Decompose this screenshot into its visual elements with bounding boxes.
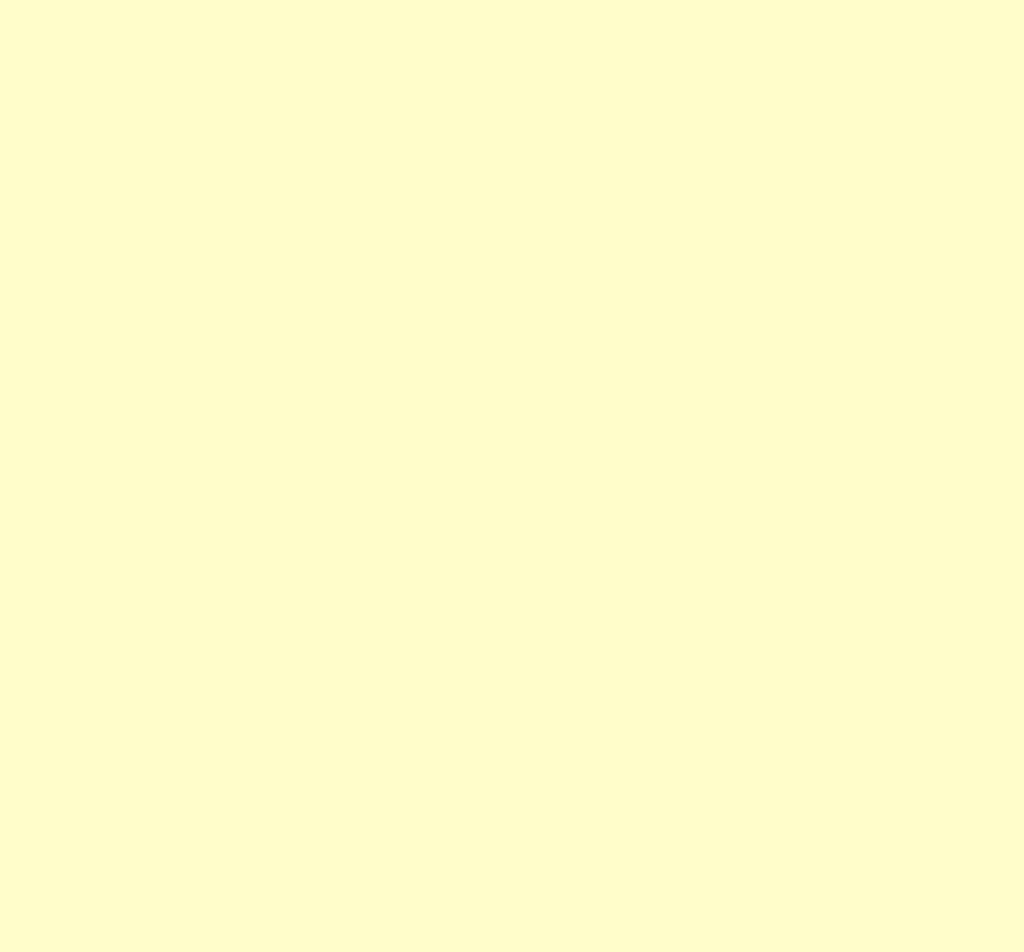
top-decoration-band [0,8,1024,46]
task-text-continuation [155,598,955,952]
